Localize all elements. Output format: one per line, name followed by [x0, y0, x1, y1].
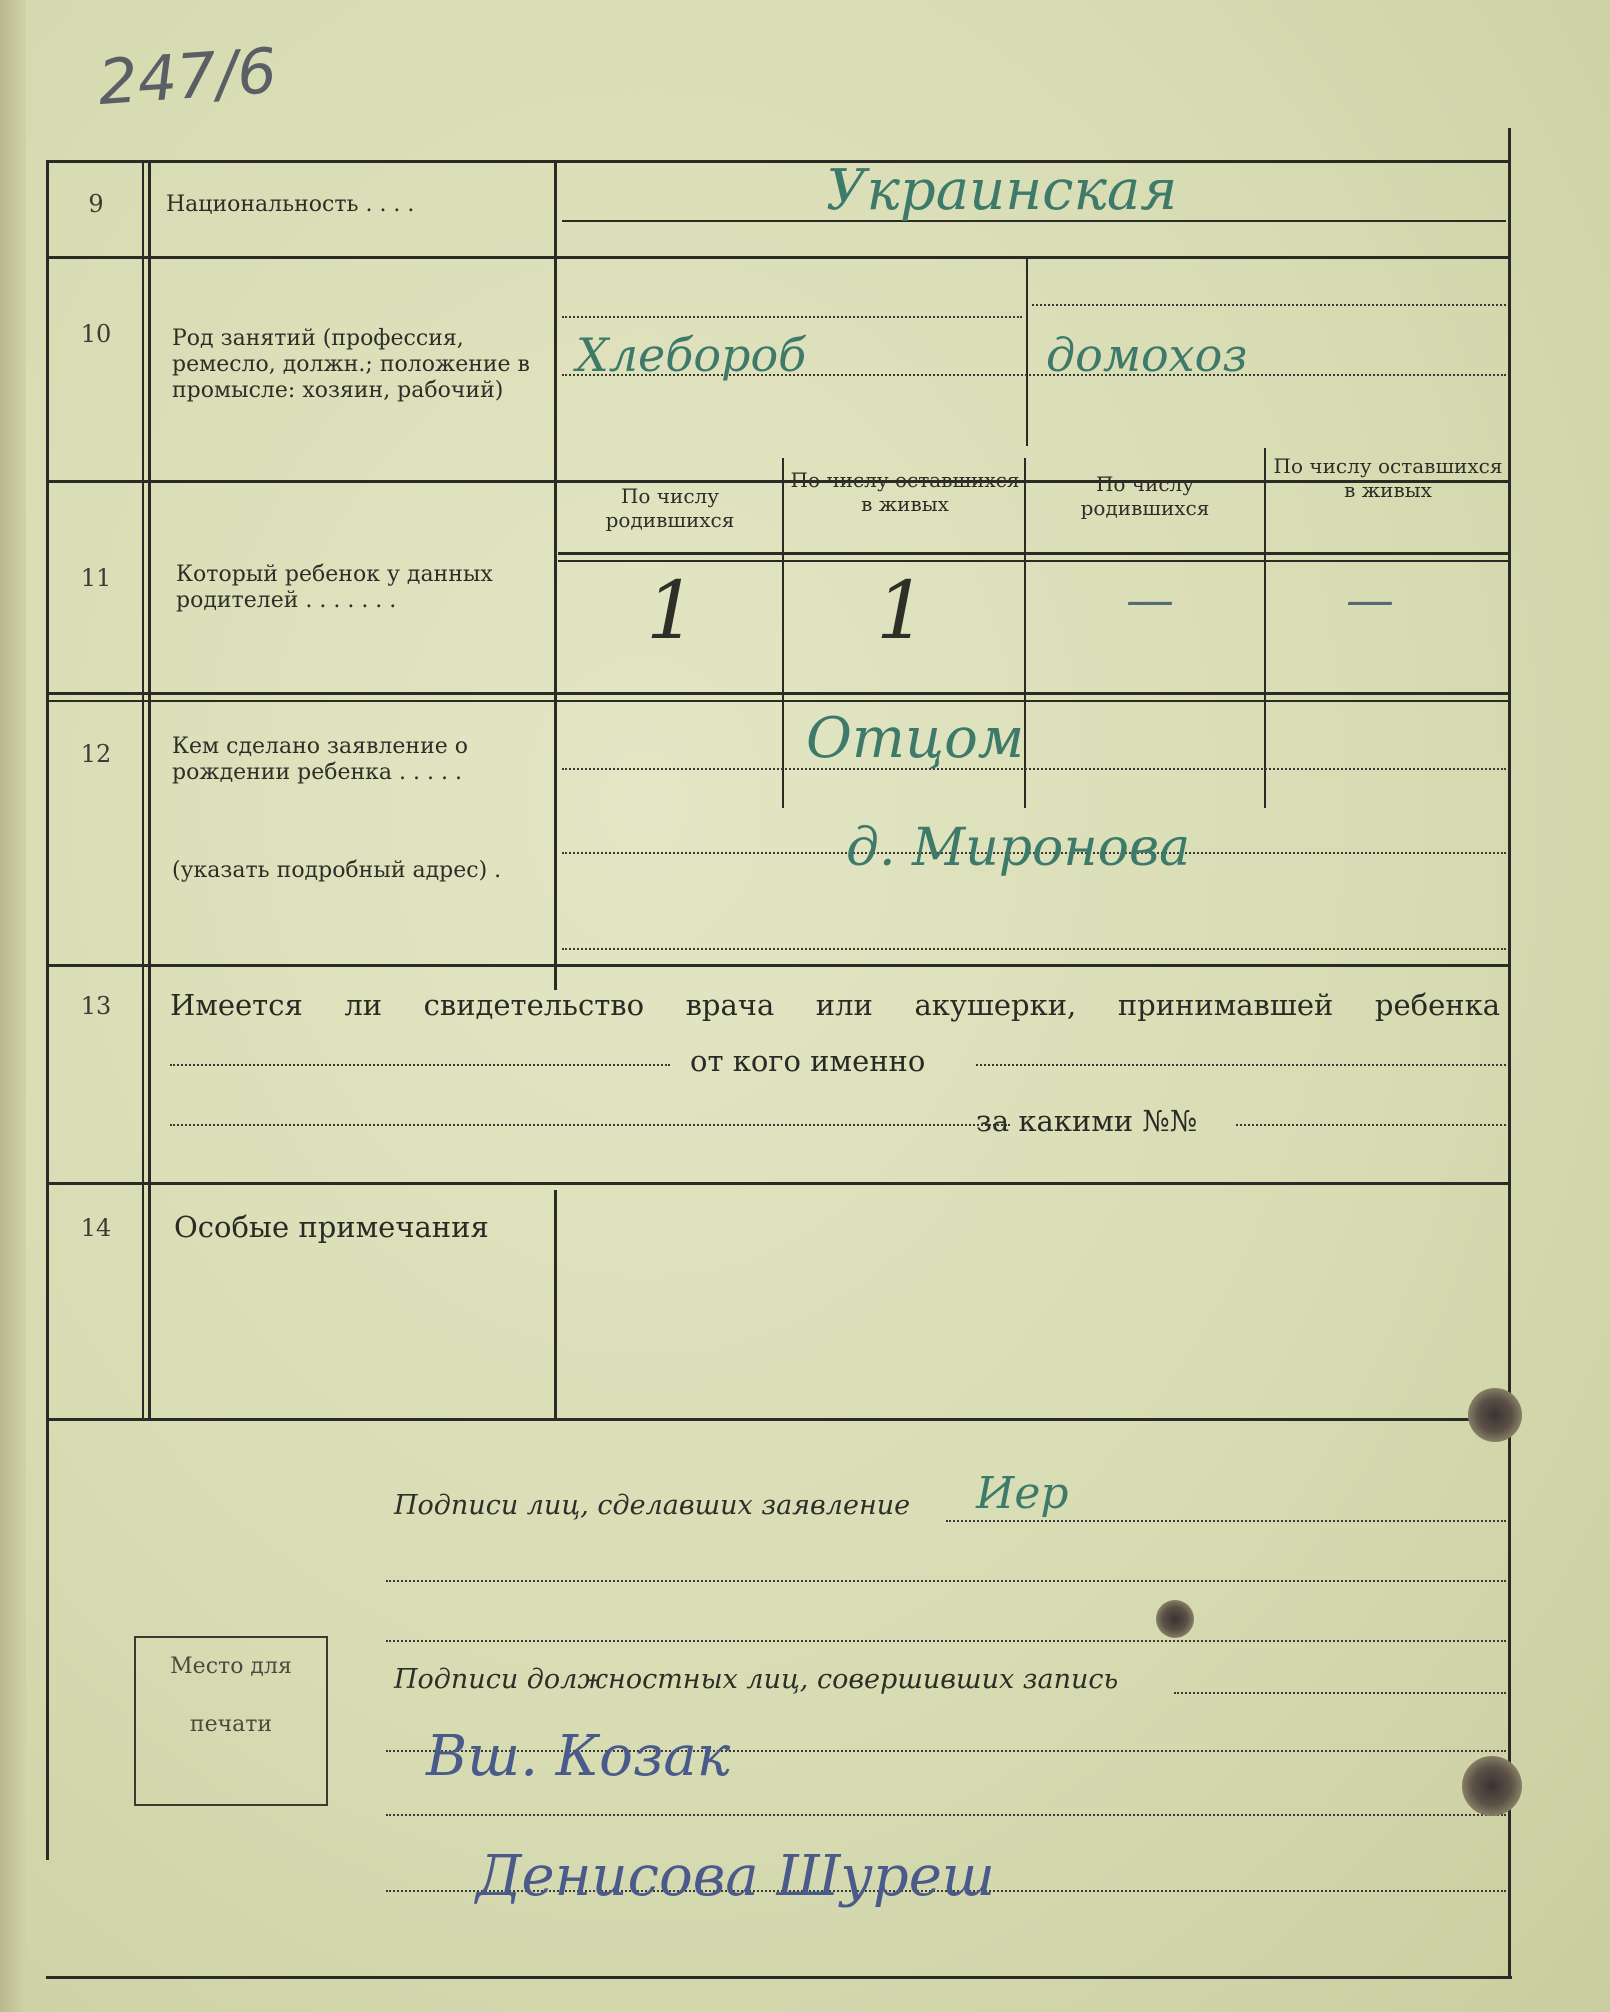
row-10-number: 10 — [80, 320, 112, 348]
frame-left — [46, 160, 49, 1860]
row-11-head-3: По числу родившихся — [1080, 472, 1210, 520]
row-10-mother-occupation: домохоз — [1046, 328, 1248, 382]
row-11-div-1 — [782, 458, 784, 808]
officials-line-a — [1174, 1692, 1506, 1694]
row-12-applicant: Отцом — [806, 706, 1025, 771]
official-signature-1: Вш. Козак — [426, 1724, 731, 1789]
row-13-number: 13 — [80, 992, 112, 1020]
row-10-divider — [1026, 256, 1028, 446]
row-9-label: Национальность . . . . — [166, 192, 415, 217]
ink-blot — [1156, 1600, 1194, 1638]
row-11-label: Который ребенок у данных родителей . . . . . . . — [176, 562, 493, 613]
punch-hole-bottom — [1462, 1756, 1522, 1816]
num-col-divider — [142, 160, 144, 1420]
row-10-label: Род занятий (профессия, ремесло, должн.; положение в промысле: хозяин, рабочий) — [172, 326, 530, 403]
row-11-header-line-2 — [558, 560, 1508, 562]
row-11-div-3 — [1264, 448, 1266, 808]
stamp-label-line2: печати — [189, 1712, 273, 1737]
punch-hole-top — [1468, 1388, 1522, 1442]
official-signature-2: Денисова Шуреш — [476, 1844, 995, 1909]
row-12-address-label: (указать подробный адрес) . — [172, 858, 502, 883]
stamp-label-line1: Место для — [170, 1654, 292, 1679]
applicants-signature-label: Подписи лиц, сделавших заявление — [394, 1490, 911, 1521]
row-11-value-2: 1 — [876, 564, 927, 657]
stamp-place-box — [134, 1636, 328, 1806]
row-14-label: Особые примечания — [174, 1210, 489, 1244]
applicant-signature: Иер — [976, 1468, 1069, 1519]
record-form — [46, 128, 1512, 1978]
row-12-bottom — [46, 964, 1510, 967]
archive-number: 247/6 — [95, 33, 280, 120]
row-13-line-a — [170, 1064, 670, 1066]
row-14-number: 14 — [80, 1214, 112, 1242]
row-9-number: 9 — [88, 190, 104, 218]
officials-line-c — [386, 1814, 1506, 1816]
row-9-value: Украинская — [826, 158, 1178, 223]
row-13-bottom — [46, 1182, 1510, 1185]
row-13-line-c — [170, 1124, 1010, 1126]
row-10-line-b — [1032, 304, 1506, 306]
frame-right — [1508, 128, 1511, 1978]
row-13-question: Имеется ли свидетельство врача или акушерки, принимавшей ребенка — [170, 988, 1500, 1022]
row-11-value-1: 1 — [646, 564, 697, 657]
row-13-line-b — [976, 1064, 1506, 1066]
row-11-value-4: — — [1346, 572, 1394, 628]
row-11-head-1: По числу родившихся — [605, 484, 735, 532]
row-10-line-a — [562, 316, 1022, 318]
label-col-divider-14 — [554, 1190, 557, 1420]
row-11-value-3: — — [1126, 572, 1174, 628]
row-11-head-2: По числу оставшихся в живых — [790, 468, 1020, 516]
frame-bottom — [46, 1976, 1512, 1979]
applicants-line-b — [386, 1580, 1506, 1582]
frame-top — [46, 160, 1510, 163]
row-12-label: Кем сделано заявление о рождении ребенка . . . . . — [172, 734, 468, 785]
page-edge — [0, 0, 26, 2012]
row-12-line-a — [562, 768, 1506, 770]
row-11-number: 11 — [80, 564, 112, 592]
officials-signature-label: Подписи должностных лиц, совершивших запись — [394, 1664, 1119, 1695]
row-9-bottom — [46, 256, 1510, 259]
row-10-father-occupation: Хлебороб — [576, 328, 807, 382]
label-col-divider — [554, 160, 557, 990]
row-14-bottom — [46, 1418, 1512, 1421]
row-11-header-line — [558, 552, 1508, 555]
row-11-head-4: По числу оставшихся в живых — [1273, 454, 1503, 502]
row-11-bottom-2 — [46, 700, 1510, 702]
num-col-divider-2 — [148, 160, 151, 1420]
row-13-from-whom: от кого именно — [690, 1044, 926, 1078]
row-13-line-d — [1236, 1124, 1506, 1126]
row-13-numbers: за какими №№ — [976, 1104, 1198, 1138]
row-11-div-2 — [1024, 458, 1026, 808]
applicants-line-a — [946, 1520, 1506, 1522]
row-12-number: 12 — [80, 740, 112, 768]
row-12-line-c — [562, 948, 1506, 950]
row-11-bottom — [46, 692, 1510, 695]
row-12-address: д. Миронова — [846, 818, 1191, 878]
applicants-line-c — [386, 1640, 1506, 1642]
